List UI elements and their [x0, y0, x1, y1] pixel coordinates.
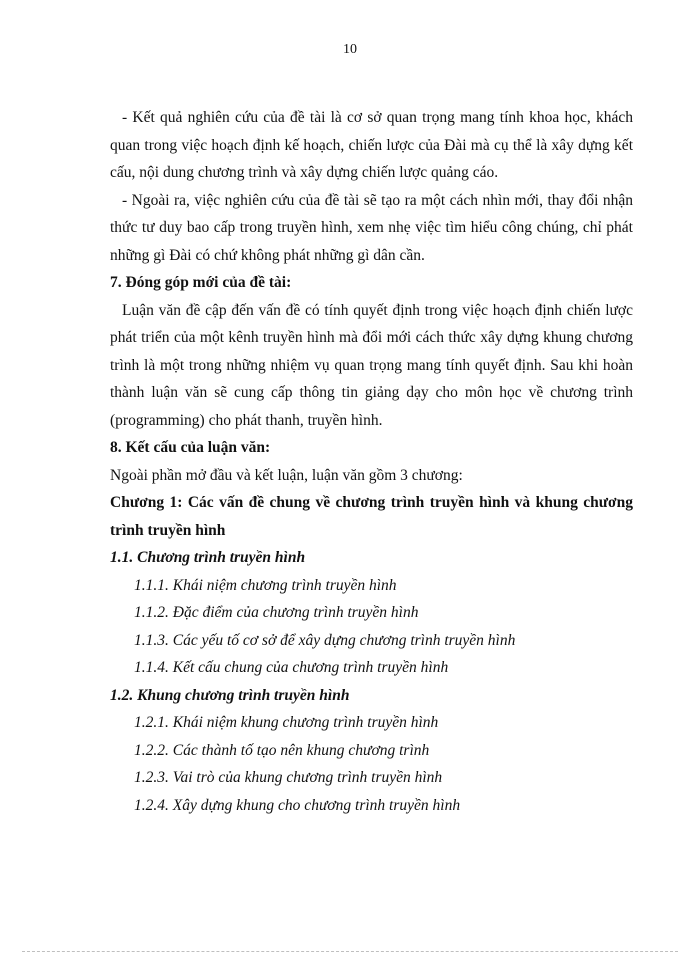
subsection-1-2-4: 1.2.4. Xây dựng khung cho chương trình truyền hình	[134, 796, 461, 814]
subsection-1-2-1: 1.2.1. Khái niệm khung chương trình truyền hình	[134, 714, 439, 731]
subsection-1-1-1: 1.1.1. Khái niệm chương trình truyền hình	[134, 576, 397, 594]
paragraph-chapter-count: Ngoài phần mở đầu và kết luận, luận văn gồm 3 chương:	[110, 466, 463, 484]
section-1-2-title: 1.2. Khung chương trình truyền hình	[110, 686, 350, 704]
paragraph-new-perspective: - Ngoài ra, việc nghiên cứu của đề tài sẽ tạo ra một cách nhìn mới, thay đổi nhận thức tư duy bao cấp trong truyền hình, xem nhẹ việc tìm hiểu công chúng, chỉ phát những gì Đài có chứ không phát những gì dân cần.	[110, 191, 633, 264]
subsection-1-1-2: 1.1.2. Đặc điểm của chương trình truyền hình	[134, 604, 419, 621]
chapter-1-title: Chương 1: Các vấn đề chung về chương trình truyền hình và khung chương trình truyền hình	[110, 494, 633, 539]
heading-thesis-structure: 8. Kết cấu của luận văn:	[110, 439, 271, 456]
heading-new-contributions: 7. Đóng góp mới của đề tài:	[110, 274, 292, 291]
subsection-1-2-3: 1.2.3. Vai trò của khung chương trình truyền hình	[134, 769, 443, 786]
page-bottom-divider	[22, 951, 678, 952]
subsection-1-1-3: 1.1.3. Các yếu tố cơ sở để xây dựng chương trình truyền hình	[134, 631, 516, 649]
page-number: 10	[343, 42, 357, 57]
paragraph-contributions: Luận văn đề cập đến vấn đề có tính quyết định trong việc hoạch định chiến lược phát triển của một kênh truyền hình mà đổi mới cách thức xây dựng khung chương trình là một trong những nhiệm vụ quan trọng mang tính quyết định. Sau khi hoàn thành luận văn sẽ cung cấp thông tin giảng dạy cho môn học về chương trình (programming) cho phát thanh, truyền hình.	[110, 301, 633, 429]
document-body	[110, 104, 633, 819]
paragraph-research-results: - Kết quả nghiên cứu của đề tài là cơ sở quan trọng mang tính khoa học, khách quan trong việc hoạch định kế hoạch, chiến lược của Đài mà cụ thể là xây dựng kết cấu, nội dung chương trình và xây dựng chiến lược quảng cáo.	[110, 109, 633, 181]
subsection-1-1-4: 1.1.4. Kết cấu chung của chương trình truyền hình	[134, 659, 449, 676]
subsection-1-2-2: 1.2.2. Các thành tố tạo nên khung chương trình	[134, 741, 430, 759]
section-1-1-title: 1.1. Chương trình truyền hình	[110, 549, 306, 566]
